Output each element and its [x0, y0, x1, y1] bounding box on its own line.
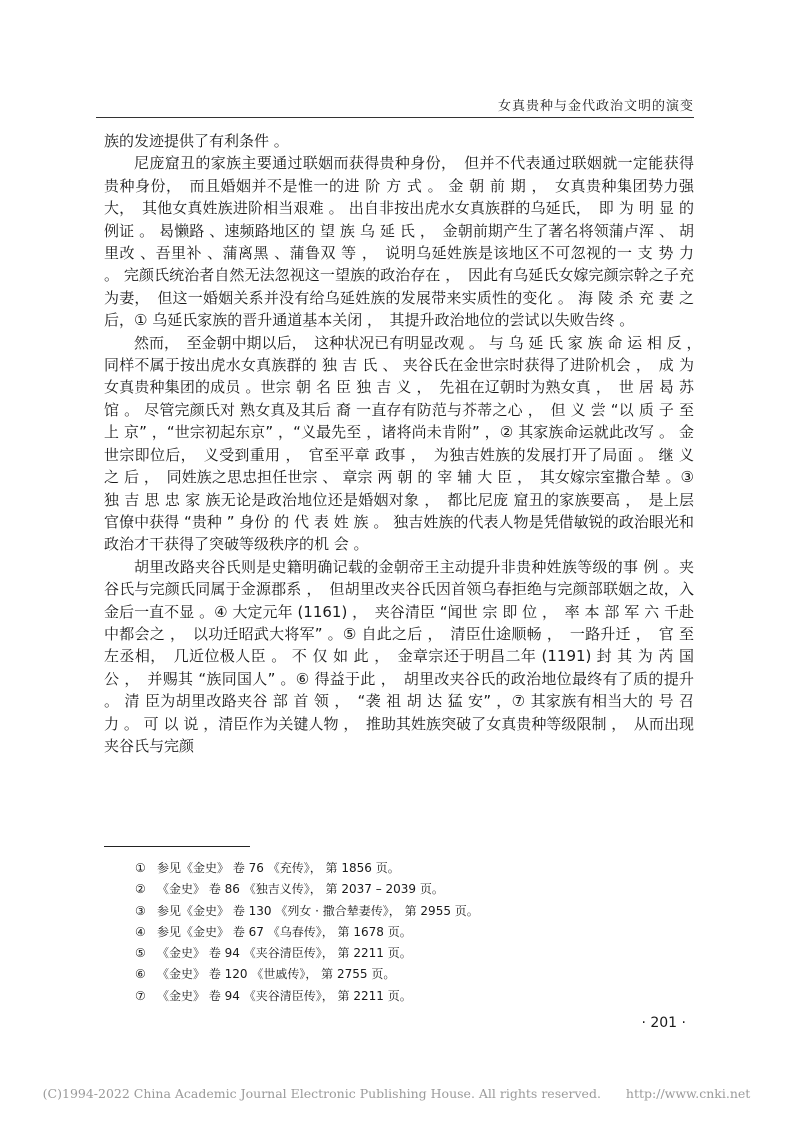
- footnote-list: [135, 858, 655, 1007]
- footnote: [135, 943, 655, 964]
- footnote-mark: ③: [135, 903, 146, 918]
- footnote-mark: ④: [135, 924, 146, 939]
- footnote: [135, 879, 655, 900]
- footnote: [135, 964, 655, 985]
- footnote-text: 《金史》 卷 120 《世戚传》， 第 2755 页。: [157, 967, 396, 982]
- footnote-text: 《金史》 卷 94 《夹谷清臣传》， 第 2211 页。: [157, 946, 412, 961]
- copyright-watermark: (C)1994-2022 China Academic Journal Electronic Publishing House. All rights reserved. http://www.cnki.net: [42, 1086, 751, 1101]
- footnote-text: 《金史》 卷 94 《夹谷清臣传》， 第 2211 页。: [157, 988, 412, 1003]
- footnote: [135, 901, 655, 922]
- footnote-mark: ②: [135, 882, 146, 897]
- footnote: [135, 922, 655, 943]
- paragraph: 尼庞窟丑的家族主要通过联姻而获得贵种身份， 但并不代表通过联姻就一定能获得贵种身份， 而且婚姻并不是惟一的进 阶 方 式 。 金 朝 前 期 ， 女真贵种集团势力强大， 其他女真姓族进阶相当艰难 。 出自非按出虎水女真族群的乌延氏， 即 为 明 显 的例证 。 曷懒路 、速频路地区的 望 族 乌 延 氏 ， 金朝前期产生了著名将领蒲卢浑 、 胡 里改 、吾里补 、蒲离黑 、蒲鲁双 等 ， 说明乌延姓族是该地区不可忽视的一 支 势 力 。 完颜氏统治者自然无法忽视这一望族的政治存在 ， 因此有乌延氏女嫁完颜宗幹之子充为妻， 但这一婚姻关系并没有给乌延姓族的发展带来实质性的变化 。 海 陵 杀 充 妻 之后，① 乌延氏家族的晋升通道基本关闭 ， 其提升政治地位的尝试以失败告终 。: [104, 154, 694, 330]
- footnote: [135, 858, 655, 879]
- footnote-rule: [104, 846, 250, 847]
- paragraph: 然而， 至金朝中期以后， 这种状况已有明显改观 。 与 乌 延 氏 家 族 命 运 相 反 ， 同样不属于按出虎水女真族群的 独 吉 氏 、 夹谷氏在金世宗时获得了进阶机会 ， 成 为 女真贵种集团的成员 。世宗 朝 名 臣 独 吉 义 ， 先祖在辽朝时为熟女真 ， 世 居 曷 苏 馆 。 尽管完颜氏对 熟女真及其后 裔 一直存有防范与芥蒂之心 ， 但 义 尝 “以 质 子 至 上 京” ，“世宗初起东京” ，“义最先至 ，诸将尚未肯附” ，② 其家族命运就此改写 。 金世宗即位后， 义受到重用 ， 官至平章 政事 ， 为独吉姓族的发展打开了局面 。 继 义 之 后 ， 同姓族之思忠担任世宗 、 章宗 两 朝 的 宰 辅 大 臣 ， 其女嫁宗室撒合辇 。③ 独 吉 思 忠 家 族无论是政治地位还是婚姻对象 ， 都比尼庞 窟丑的家族要高 ， 是上层官僚中获得 “贵种 ” 身份 的 代 表 姓 族 。 独吉姓族的代表人物是凭借敏锐的政治眼光和政治才干获得了突破等级秩序的机 会 。: [104, 333, 710, 554]
- footnote-mark: ⑥: [135, 967, 146, 982]
- footnote-text: 参见《金史》 卷 76 《充传》， 第 1856 页。: [157, 861, 400, 875]
- body-text: [104, 130, 710, 757]
- footnote-text: 参见《金史》 卷 130 《列女 · 撒合辇妻传》， 第 2955 页。: [157, 903, 479, 918]
- footnote: [135, 986, 655, 1007]
- paragraph: 胡里改路夹谷氏则是史籍明确记载的金朝帝王主动提升非贵种姓族等级的事 例 。夹谷氏与完颜氏同属于金源郡系 ， 但胡里改夹谷氏因首领乌春拒绝与完颜部联姻之故，入金后一直不显 。④ 大定元年 (1161) ， 夹谷清臣 “闻世 宗 即 位 ， 率 本 部 军 六 千赴中都会之 ， 以功迁昭武大将军” 。⑤ 自此之后 ， 清臣仕途顺畅 ， 一路升迁 ， 官 至 左丞相， 几近位极人臣 。 不 仅 如 此 ， 金章宗还于明昌二年 (1191) 封 其 为 芮 国 公 ， 并赐其 “族同国人” 。⑥ 得益于此 ， 胡里改夹谷氏的政治地位最终有了质的提升 。 清 臣为胡里改路夹谷 部 首 领 ， “袭 祖 胡 达 猛 安” ，⑦ 其家族有相当大的 号 召 力 。 可 以 说 ，清臣作为关键人物 ， 推助其姓族突破了女真贵种等级限制 ， 从而出现夹谷氏与完颜: [104, 557, 694, 755]
- footnote-text: 参见《金史》 卷 67 《乌春传》， 第 1678 页。: [157, 924, 412, 939]
- paragraph: 族的发迹提供了有利条件 。: [104, 132, 289, 150]
- page-number: · 201 ·: [641, 1015, 686, 1031]
- footnote-mark: ⑤: [135, 946, 146, 961]
- footnote-mark: ⑦: [135, 988, 146, 1003]
- footnote-mark: ①: [135, 861, 146, 875]
- header-rule: [96, 117, 694, 118]
- footnote-text: 《金史》 卷 86 《独吉义传》， 第 2037 – 2039 页。: [157, 882, 444, 897]
- running-header: 女真贵种与金代政治文明的演变: [497, 99, 694, 114]
